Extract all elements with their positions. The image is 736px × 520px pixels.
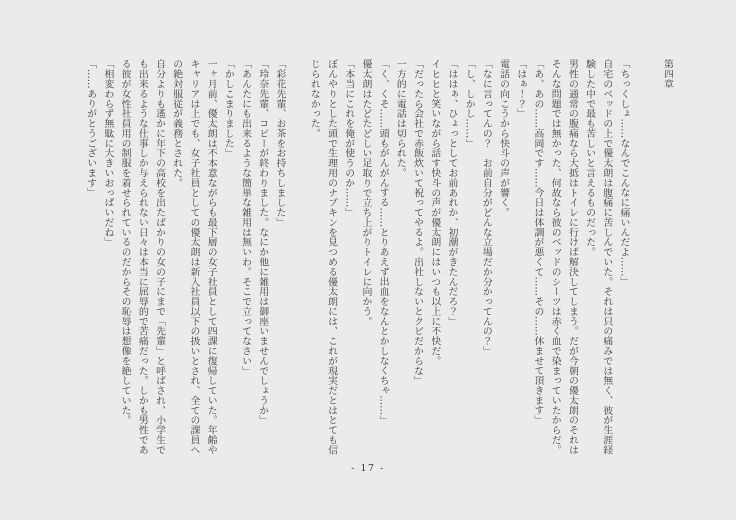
text-line: も出来るような仕事しか与えられない日々は本当に屈辱的で苦痛だった。しかも男性であ (136, 59, 148, 455)
text-line: 「かしこまりました」 (222, 59, 234, 158)
text-line: 自分よりも遙かに年下の高校を出たばかりの女の子にまで「先輩」と呼ばされ、小学生で (154, 59, 166, 455)
text-line: 優太朗はたどたどしい足取りで立ち上がりトイレに向かう。 (360, 59, 372, 327)
text-line: 「本当にこれを俺が使うのか……」 (343, 59, 355, 218)
text-line: 「ちっくしょ……なんでこんなに痛いんだよ……」 (618, 59, 630, 287)
text-line: 「く、くそ……頭もがんがんする……とりあえず出血をなんとかしなくちゃ……」 (377, 59, 389, 425)
text-line: る彼が女性社員用の制服を着せられているのだからその恥辱は想像を絶していた。 (119, 59, 131, 425)
text-line: 「だったら会社で赤飯炊いて祝ってやるよ。出社しないとクビだからな」 (412, 59, 424, 386)
page-number: - 17 - (351, 463, 385, 474)
text-line: イヒヒと笑いながら話す快斗の声が優太朗にはいつも以上に不快だ。 (429, 59, 441, 366)
chapter-heading: 第四章 (662, 59, 673, 89)
text-line: の絶対服従が義務とされた。 (171, 59, 183, 188)
text-line: 「ははぁ、ひょっとしてお前あれか、初潮がきたんだろ？」 (446, 59, 458, 327)
text-line: 「玲奈先輩、コピーが終わりました。なにか他に雑用は御座いませんでしょうか」 (257, 59, 269, 425)
text-line: そんな問題では無かった、何故なら彼のベッドのシーツは赤く血で染まっていたからだ。 (549, 59, 561, 455)
text-line: 「あんたにも出来るような簡単な雑用は無いわ。そこで立ってなさい」 (240, 59, 252, 376)
text-line: 「し、しかし……」 (463, 59, 475, 148)
page-text (82, 59, 676, 463)
text-line: 一方的に電話は切られた。 (394, 59, 406, 178)
text-line: 自宅のベッドの上で優太朗は腹痛に苦しんでいた。それは只の痛みでは無く、彼が生涯経 (601, 59, 613, 455)
text-line: 「彩花先輩、お茶をお持ちしました」 (274, 59, 286, 228)
text-line: 一ヶ月前、優太朗は不本意ながらも最下層の女子社員として四課に復帰していた。年齢や (205, 59, 217, 455)
text-line: 「あ、あの……高岡です……今日は体調が悪くて……その……休ませて頂きます」 (532, 59, 544, 425)
text-line: 「はぁ！？」 (515, 59, 527, 119)
text-line: キャリアは上でも、女子社員としての優太朗は新入社員以下の扱いとされ、全ての課員へ (188, 59, 200, 455)
scene-break (288, 59, 305, 463)
text-line: 男性の通常の腹痛なら大抵はトイレに行けば解決してしまう。だが今朝の優太朗のそれは (566, 59, 578, 455)
text-line: 「相変わらず無駄に大きいおっぱいだね」 (102, 59, 114, 247)
text-line: 「……ありがとうございます」 (85, 59, 97, 198)
text-line: 験した中で最も苦しいと言えるものだった。 (584, 59, 596, 257)
text-line: じられなかった。 (308, 59, 320, 139)
text-line: ぼんやりとした頭で生理用のナプキンを見つめる優太朗には、これが現実だとはとても信 (326, 59, 338, 455)
text-line: 「なに言ってんの？ お前自分がどんな立場だか分かってんの？」 (480, 59, 492, 356)
text-line: 電話の向こうから快斗の声が響く。 (498, 59, 510, 218)
